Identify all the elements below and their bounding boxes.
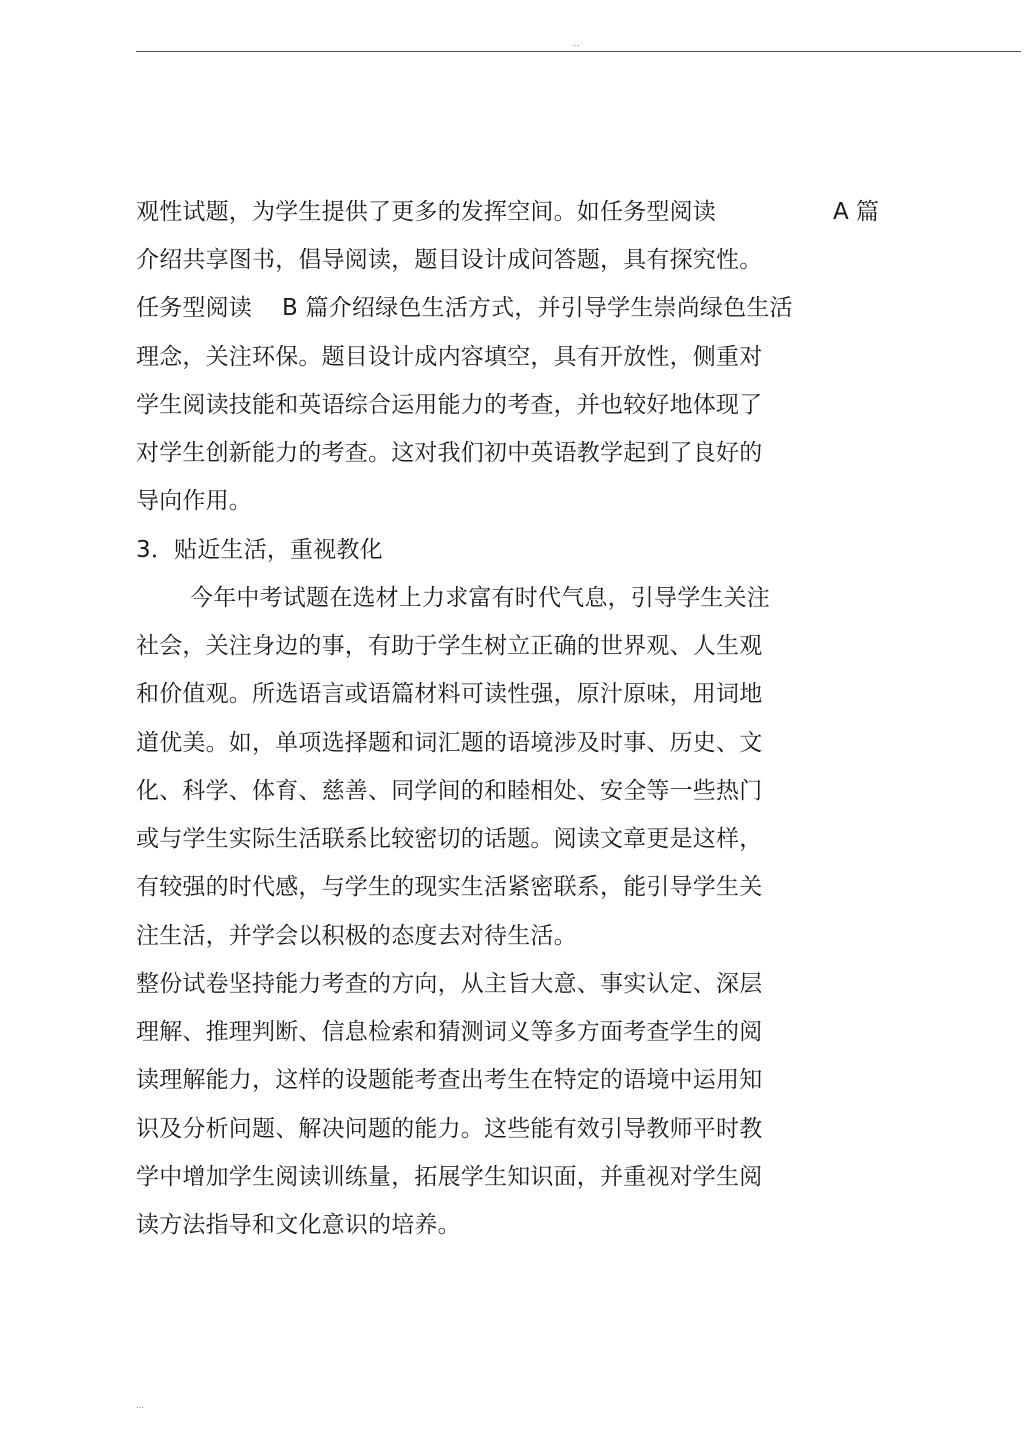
footer-mark: ...	[136, 1401, 144, 1410]
paragraph-line: 学中增加学生阅读训练量，拓展学生知识面，并重视对学生阅	[136, 1164, 763, 1190]
paragraph-line: 有较强的时代感，与学生的现实生活紧密联系，能引导学生关	[136, 874, 763, 900]
header-mark: ...	[572, 39, 580, 48]
paragraph-line: 注生活，并学会以积极的态度去对待生活。	[136, 923, 577, 949]
paragraph-line: 导向作用。	[136, 488, 252, 514]
paragraph-line: 今年中考试题在选材上力求富有时代气息，引导学生关注	[190, 585, 770, 611]
paragraph-line: 道优美。如，单项选择题和词汇题的语境涉及时事、历史、文	[136, 730, 763, 756]
paragraph-line: 整份试卷坚持能力考查的方向，从主旨大意、事实认定、深层	[136, 971, 763, 997]
paragraph-line: 对学生创新能力的考查。这对我们初中英语教学起到了良好的	[136, 440, 763, 466]
paragraph-line: 理念，关注环保。题目设计成内容填空，具有开放性，侧重对	[136, 344, 763, 370]
paragraph-line: 介绍共享图书，倡导阅读，题目设计成问答题，具有探究性。	[136, 247, 763, 273]
paragraph-line: 识及分析问题、解决问题的能力。这些能有效引导教师平时教	[136, 1116, 763, 1142]
paragraph-line: 理解、推理判断、信息检索和猜测词义等多方面考查学生的阅	[136, 1019, 763, 1045]
paragraph-line: 任务型阅读 B 篇介绍绿色生活方式，并引导学生崇尚绿色生活	[136, 295, 793, 321]
paragraph-line: 化、科学、体育、慈善、同学间的和睦相处、安全等一些热门	[136, 778, 763, 804]
paragraph-line: 学生阅读技能和英语综合运用能力的考查，并也较好地体现了	[136, 392, 763, 418]
paragraph-line: 观性试题，为学生提供了更多的发挥空间。如任务型阅读	[136, 199, 716, 225]
section-heading: 3．贴近生活，重视教化	[136, 537, 383, 563]
paragraph-line: 和价值观。所选语言或语篇材料可读性强，原汁原味，用词地	[136, 681, 763, 707]
paragraph-line: 读方法指导和文化意识的培养。	[136, 1212, 461, 1238]
paragraph-line-tail: A 篇	[833, 199, 880, 225]
paragraph-line: 或与学生实际生活联系比较密切的话题。阅读文章更是这样，	[136, 826, 763, 852]
paragraph-line: 社会，关注身边的事，有助于学生树立正确的世界观、人生观	[136, 633, 763, 659]
paragraph-line: 读理解能力，这样的设题能考查出考生在特定的语境中运用知	[136, 1067, 763, 1093]
header-rule	[136, 51, 1021, 52]
